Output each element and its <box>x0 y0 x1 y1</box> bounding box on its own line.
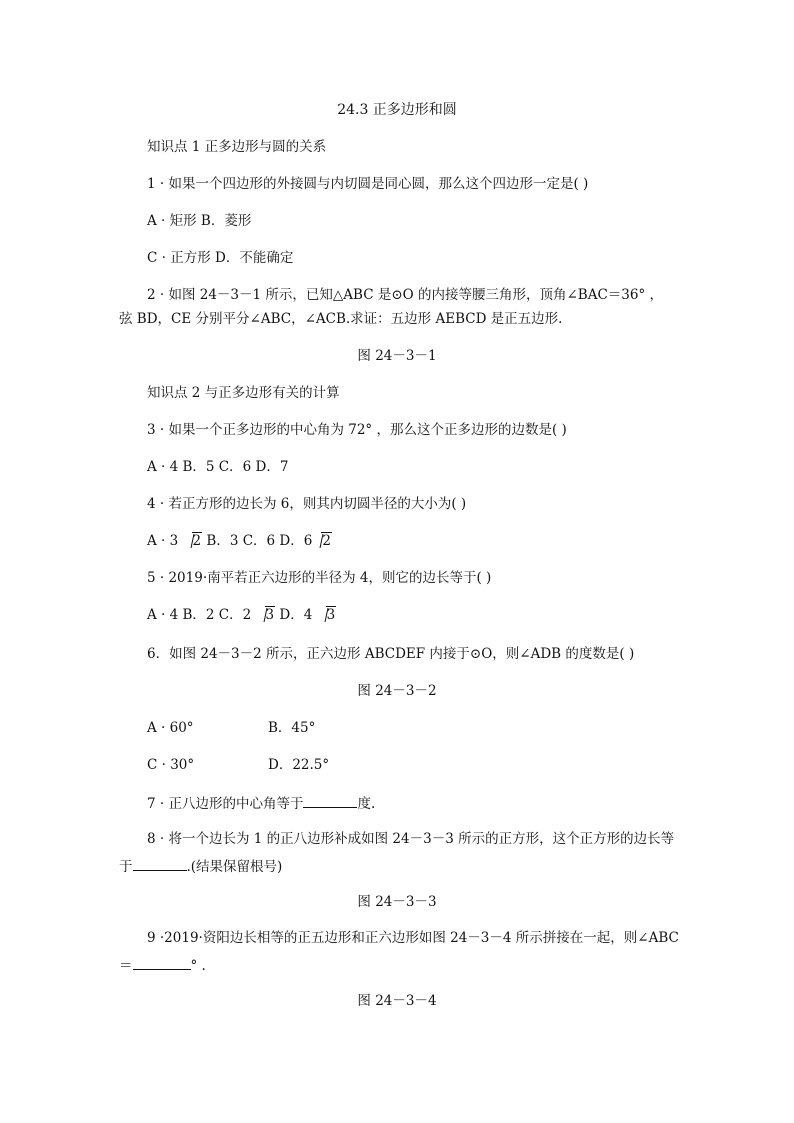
option-a-text: A · 3 <box>147 533 183 549</box>
options-middle-text: D．4 <box>275 607 317 623</box>
question-6-options-ab <box>147 719 447 737</box>
figure-caption-24-3-2: 图 24－3－2 <box>357 683 437 699</box>
question-6-stem: 6．如图 24－3－2 所示，正六边形 ABCDEF 内接于⊙O，则∠ADB 的度数是( ) <box>147 646 635 662</box>
question-2-line-1: 2 · 如图 24－3－1 所示，已知△ABC 是⊙O 的内接等腰三角形，顶角∠BAC＝36° ， <box>147 287 664 303</box>
sqrt-symbol <box>317 606 337 624</box>
question-9-line-1: 9 ·2019·资阳边长相等的正五边形和正六边形如图 24－3－4 所示拼接在一起，则∠ABC <box>147 930 679 946</box>
question-3-stem: 3 · 如果一个正多边形的中心角为 72° ，那么这个正多边形的边数是( ) <box>147 422 567 438</box>
radicand: 3 <box>265 607 275 623</box>
answer-blank[interactable] <box>133 955 191 970</box>
question-5-stem: 5 · 2019·南平若正六边形的半径为 4，则它的边长等于( ) <box>147 570 492 586</box>
figure-caption-24-3-3: 图 24－3－3 <box>357 894 437 910</box>
question-4-stem: 4 · 若正方形的边长为 6，则其内切圆半径的大小为( ) <box>147 496 467 512</box>
question-4-options <box>147 532 332 550</box>
figure-caption-24-3-1: 图 24－3－1 <box>357 348 437 364</box>
sqrt-symbol <box>256 606 276 624</box>
sqrt-symbol <box>183 532 203 550</box>
question-8-suffix: .(结果保留根号) <box>186 859 283 875</box>
question-6-options-cd <box>147 756 447 774</box>
question-7 <box>147 793 375 813</box>
question-1-stem: 1 · 如果一个四边形的外接圆与内切圆是同心圆，那么这个四边形一定是( ) <box>147 176 589 192</box>
options-middle-text: B．3 C．6 D．6 <box>202 533 313 549</box>
question-7-suffix: 度. <box>357 796 376 812</box>
question-9-suffix: ° . <box>190 958 206 974</box>
radicand: 3 <box>326 607 336 623</box>
answer-blank[interactable] <box>303 793 357 808</box>
question-8-text: 于 <box>119 859 133 875</box>
answer-blank[interactable] <box>133 856 187 871</box>
options-text: A · 4 B．2 C．2 <box>147 607 256 623</box>
section-heading-2: 知识点 2 与正多边形有关的计算 <box>147 385 340 401</box>
question-8-line-1: 8 · 将一个边长为 1 的正八边形补成如图 24－3－3 所示的正方形，这个正方形的边长等 <box>147 831 675 847</box>
section-heading-1: 知识点 1 正多边形与圆的关系 <box>147 139 327 155</box>
option-b: B．45° <box>268 720 316 736</box>
question-1-options-ab: A · 矩形 B．菱形 <box>147 213 252 229</box>
option-c: C · 30° <box>147 757 195 773</box>
radicand: 2 <box>322 533 331 549</box>
option-a: A · 60° <box>147 720 194 736</box>
page-title: 24.3 正多边形和圆 <box>337 102 457 118</box>
option-d: D．22.5° <box>268 757 330 773</box>
question-9-line-2 <box>119 955 206 975</box>
sqrt-symbol <box>312 532 332 550</box>
question-8-line-2 <box>119 856 282 876</box>
question-9-text: ＝ <box>119 958 133 974</box>
question-3-options: A · 4 B．5 C．6 D．7 <box>147 459 289 475</box>
question-5-options <box>147 606 336 624</box>
figure-caption-24-3-4: 图 24－3－4 <box>357 993 437 1009</box>
question-1-options-cd: C · 正方形 D．不能确定 <box>147 250 294 266</box>
question-2-line-2: 弦 BD，CE 分别平分∠ABC，∠ACB.求证：五边形 AEBCD 是正五边形. <box>119 311 563 327</box>
question-7-text: 7 · 正八边形的中心角等于 <box>147 796 304 812</box>
radicand: 2 <box>192 533 202 549</box>
